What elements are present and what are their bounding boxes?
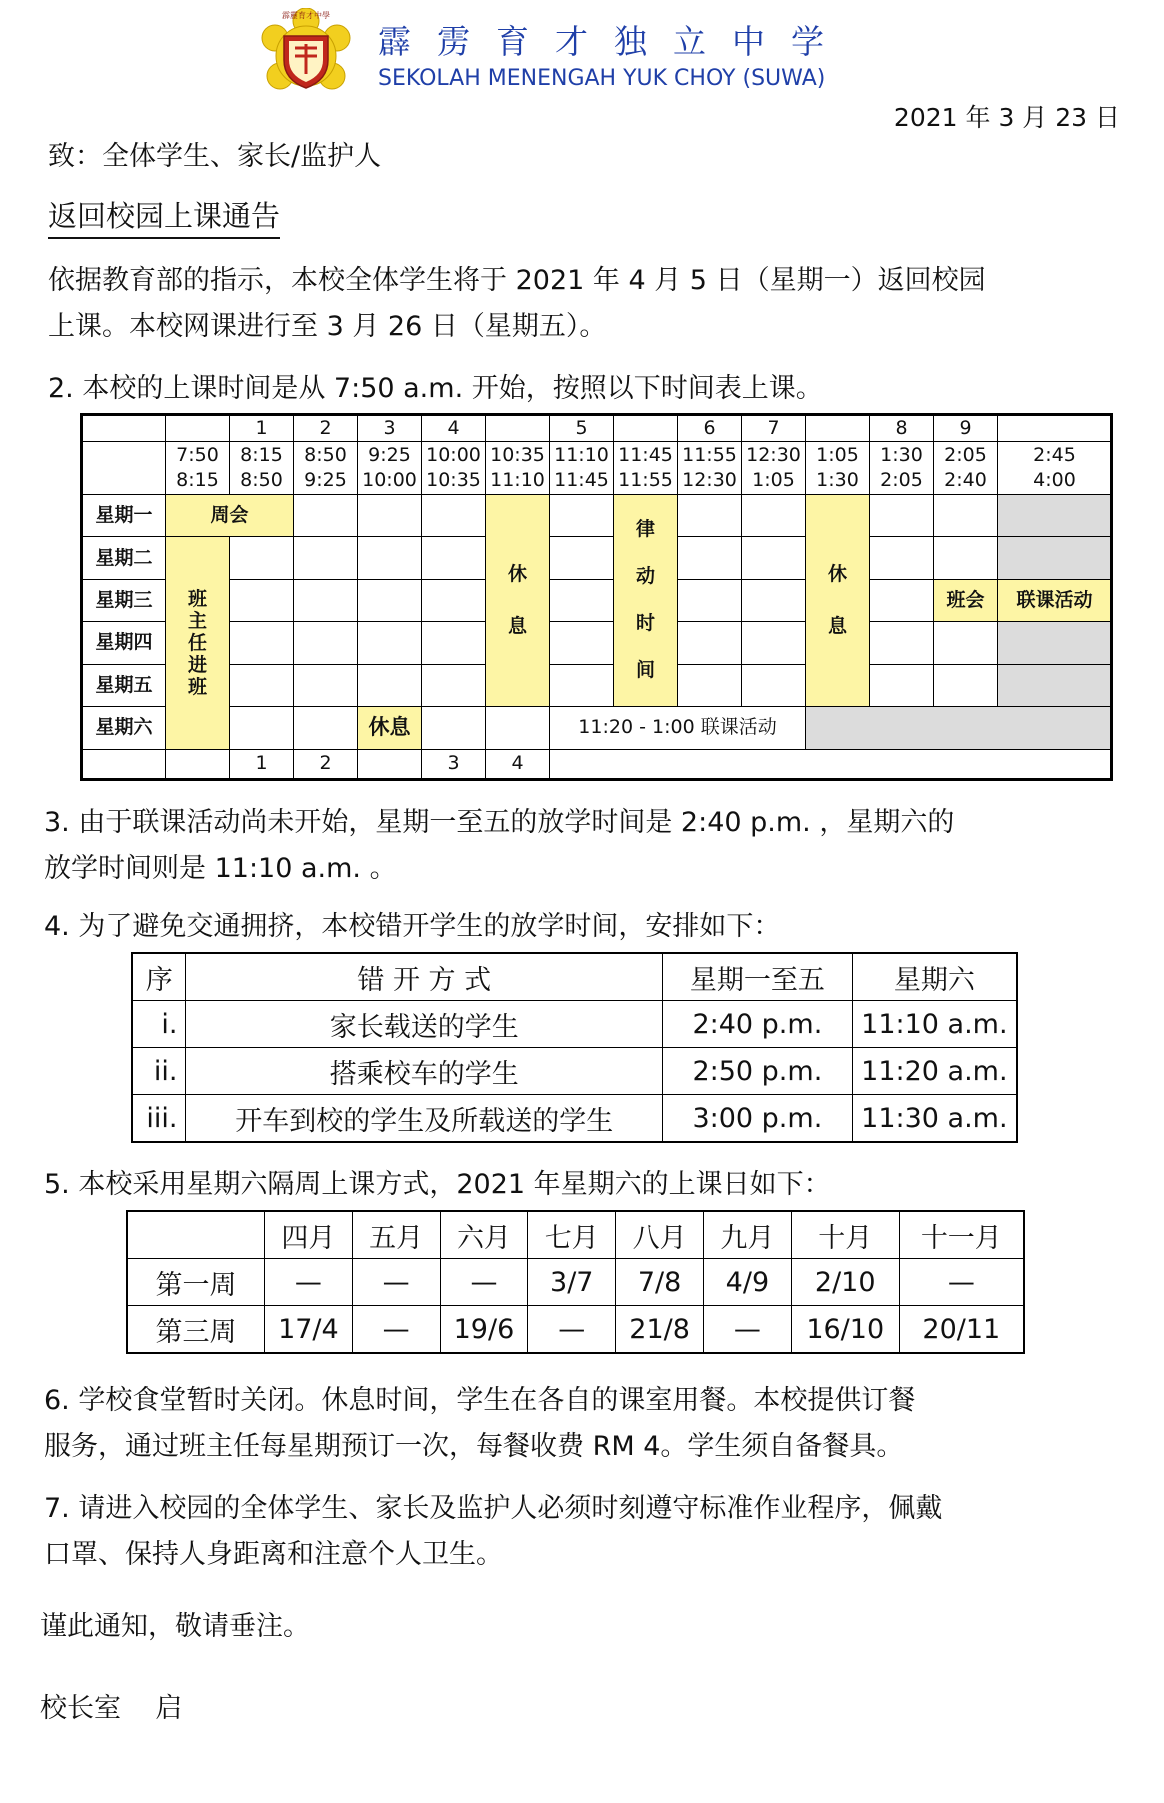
- dismissal-row: [132, 1095, 1017, 1143]
- dismissal-row: [132, 1001, 1017, 1048]
- method: 搭乘校车的学生: [186, 1048, 663, 1095]
- time-slot: [230, 442, 294, 495]
- date-cell: 3/7: [528, 1259, 616, 1306]
- paragraph-3-line-1: 3. 由于联课活动尚未开始，星期一至五的放学时间是 2:40 p.m. ，星期六的: [44, 807, 955, 838]
- break-cell: 休 息: [486, 494, 550, 706]
- weekday-time: 2:50 p.m.: [663, 1048, 853, 1095]
- method: 开车到校的学生及所载送的学生: [186, 1095, 663, 1143]
- month-header: 四月: [264, 1211, 352, 1259]
- paragraph-4: 4. 为了避免交通拥挤，本校错开学生的放学时间，安排如下：: [44, 911, 781, 942]
- week-label: 第三周: [127, 1306, 264, 1354]
- timetable-saturday-row: [82, 707, 1112, 749]
- slot-start: 8:50: [304, 444, 347, 467]
- dismissal-header-row: [132, 953, 1017, 1001]
- homeroom-cell: 班 主 任 进 班: [166, 537, 230, 749]
- period-num: 4: [422, 415, 486, 442]
- timetable-period-row: [82, 415, 1112, 442]
- sat-period: 2: [294, 749, 358, 779]
- closing-line: 谨此通知，敬请垂注。: [40, 1611, 310, 1642]
- slot-end: 4:00: [1033, 469, 1076, 492]
- slot-end: 2:05: [880, 469, 923, 492]
- time-slot: [294, 442, 358, 495]
- slot-start: 10:00: [426, 444, 481, 467]
- timetable-day-row: [82, 579, 1112, 621]
- date-cell: —: [352, 1306, 440, 1354]
- slot-end: 11:10: [490, 469, 545, 492]
- slot-start: 2:05: [944, 444, 987, 467]
- paragraph-5: 5. 本校采用星期六隔周上课方式，2021 年星期六的上课日如下：: [44, 1169, 831, 1200]
- dismissal-row: [132, 1048, 1017, 1095]
- slot-end: 10:35: [426, 469, 481, 492]
- date-cell: —: [528, 1306, 616, 1354]
- date-cell: 19/6: [440, 1306, 528, 1354]
- timetable-day-row: [82, 664, 1112, 706]
- assembly-cell: 周会: [166, 494, 294, 536]
- day-label: 星期一: [82, 494, 166, 536]
- time-slot: [806, 442, 870, 495]
- recipient-line: 致：全体学生、家长/监护人: [48, 141, 382, 172]
- school-name-cn: 霹雳育才独立中学: [378, 22, 850, 61]
- period-num: 5: [550, 415, 614, 442]
- weekday-time: 3:00 p.m.: [663, 1095, 853, 1143]
- paragraph-2: 2. 本校的上课时间是从 7:50 a.m. 开始，按照以下时间表上课。: [48, 373, 823, 404]
- weekday-time: 2:40 p.m.: [663, 1001, 853, 1048]
- break-cell: 休 息: [806, 494, 870, 706]
- month-header: 十月: [791, 1211, 899, 1259]
- period-num: 8: [870, 415, 934, 442]
- timetable-saturday-period-row: [82, 749, 1112, 779]
- slot-end: 8:50: [240, 469, 283, 492]
- slot-start: 11:55: [682, 444, 737, 467]
- day-label: 星期五: [82, 664, 166, 706]
- notice-date: 2021 年 3 月 23 日: [893, 103, 1120, 132]
- paragraph-1-line-2: 上课。本校网课进行至 3 月 26 日（星期五）。: [48, 311, 607, 342]
- slot-start: 8:15: [240, 444, 283, 467]
- time-slot: [614, 442, 678, 495]
- col-header: 错 开 方 式: [186, 953, 663, 1001]
- cca-cell: 联课活动: [998, 579, 1112, 621]
- week-row: [127, 1259, 1024, 1306]
- date-cell: —: [352, 1259, 440, 1306]
- timetable-day-row: [82, 494, 1112, 536]
- row-index: ii.: [132, 1048, 186, 1095]
- week-label: 第一周: [127, 1259, 264, 1306]
- logo-lettering: 霹靂育才中學: [282, 11, 330, 20]
- paragraph-1-line-1: 依据教育部的指示，本校全体学生将于 2021 年 4 月 5 日（星期一）返回校园: [48, 265, 986, 296]
- saturday-time: 11:20 a.m.: [852, 1048, 1017, 1095]
- dismissal-table: [131, 952, 1018, 1143]
- month-header: 八月: [616, 1211, 704, 1259]
- col-header: 星期六: [852, 953, 1017, 1001]
- period-num: 1: [230, 415, 294, 442]
- timetable-day-row: [82, 622, 1112, 664]
- period-num: 2: [294, 415, 358, 442]
- slot-start: 11:45: [618, 444, 673, 467]
- slot-start: 10:35: [490, 444, 545, 467]
- rhythm-time-cell: 律 动 时 间: [614, 494, 678, 706]
- month-header: 九月: [704, 1211, 792, 1259]
- paragraph-6-line-1: 6. 学校食堂暂时关闭。休息时间，学生在各自的课室用餐。本校提供订餐: [44, 1385, 916, 1416]
- slot-start: 2:45: [1033, 444, 1076, 467]
- time-slot: [422, 442, 486, 495]
- col-header: 星期一至五: [663, 953, 853, 1001]
- date-cell: 17/4: [264, 1306, 352, 1354]
- slot-start: 1:05: [816, 444, 859, 467]
- class-timetable: [80, 413, 1113, 781]
- day-label: 星期四: [82, 622, 166, 664]
- time-slot: [166, 442, 230, 495]
- saturday-cca-cell: 11:20 - 1:00 联课活动: [550, 707, 806, 749]
- slot-start: 12:30: [746, 444, 801, 467]
- slot-end: 1:05: [752, 469, 795, 492]
- period-num: 6: [678, 415, 742, 442]
- col-header: 序: [132, 953, 186, 1001]
- slot-start: 9:25: [368, 444, 411, 467]
- date-cell: —: [264, 1259, 352, 1306]
- notice-title: 返回校园上课通告: [48, 194, 280, 239]
- slot-end: 10:00: [362, 469, 417, 492]
- saturday-time: 11:30 a.m.: [852, 1095, 1017, 1143]
- week-row: [127, 1306, 1024, 1354]
- day-label: 星期二: [82, 537, 166, 579]
- period-num: 7: [742, 415, 806, 442]
- time-slot: [678, 442, 742, 495]
- date-cell: 2/10: [791, 1259, 899, 1306]
- period-num: 9: [934, 415, 998, 442]
- slot-end: 1:30: [816, 469, 859, 492]
- slot-end: 11:55: [618, 469, 673, 492]
- time-slot: [934, 442, 998, 495]
- paragraph-6-line-2: 服务，通过班主任每星期预订一次，每餐收费 RM 4。学生须自备餐具。: [44, 1431, 904, 1462]
- saturday-time: 11:10 a.m.: [852, 1001, 1017, 1048]
- slot-end: 8:15: [176, 469, 219, 492]
- date-cell: 21/8: [616, 1306, 704, 1354]
- sat-period: 3: [422, 749, 486, 779]
- time-slot: [870, 442, 934, 495]
- slot-end: 11:45: [554, 469, 609, 492]
- date-cell: 7/8: [616, 1259, 704, 1306]
- period-num: 3: [358, 415, 422, 442]
- saturday-schedule-table: [126, 1210, 1025, 1354]
- slot-start: 7:50: [176, 444, 219, 467]
- date-cell: 20/11: [899, 1306, 1024, 1354]
- date-cell: 16/10: [791, 1306, 899, 1354]
- paragraph-3-line-2: 放学时间则是 11:10 a.m. 。: [44, 853, 397, 884]
- month-header-row: [127, 1211, 1024, 1259]
- timetable-time-row: [82, 442, 1112, 495]
- slot-end: 9:25: [304, 469, 347, 492]
- date-cell: —: [704, 1306, 792, 1354]
- date-cell: 4/9: [704, 1259, 792, 1306]
- paragraph-7-line-2: 口罩、保持人身距离和注意个人卫生。: [44, 1539, 503, 1570]
- paragraph-7-line-1: 7. 请进入校园的全体学生、家长及监护人必须时刻遵守标准作业程序，佩戴: [44, 1493, 943, 1524]
- sat-period: 4: [486, 749, 550, 779]
- method: 家长载送的学生: [186, 1001, 663, 1048]
- slot-end: 2:40: [944, 469, 987, 492]
- slot-end: 12:30: [682, 469, 737, 492]
- timetable-day-row: [82, 537, 1112, 579]
- class-meeting-cell: 班会: [934, 579, 998, 621]
- row-index: iii.: [132, 1095, 186, 1143]
- time-slot: [358, 442, 422, 495]
- school-logo: [258, 8, 354, 104]
- day-label: 星期六: [82, 707, 166, 749]
- sat-period: 1: [230, 749, 294, 779]
- date-cell: —: [899, 1259, 1024, 1306]
- school-name-en: SEKOLAH MENENGAH YUK CHOY (SUWA): [378, 66, 826, 91]
- day-label: 星期三: [82, 579, 166, 621]
- row-index: i.: [132, 1001, 186, 1048]
- time-slot: [550, 442, 614, 495]
- month-header: 五月: [352, 1211, 440, 1259]
- time-slot: [486, 442, 550, 495]
- month-header: 六月: [440, 1211, 528, 1259]
- slot-start: 11:10: [554, 444, 609, 467]
- time-slot: [742, 442, 806, 495]
- date-cell: —: [440, 1259, 528, 1306]
- month-header: 十一月: [899, 1211, 1024, 1259]
- month-header: 七月: [528, 1211, 616, 1259]
- slot-start: 1:30: [880, 444, 923, 467]
- time-slot: [998, 442, 1112, 495]
- saturday-break-cell: 休息: [358, 707, 422, 749]
- signature: 校长室 启: [40, 1693, 183, 1724]
